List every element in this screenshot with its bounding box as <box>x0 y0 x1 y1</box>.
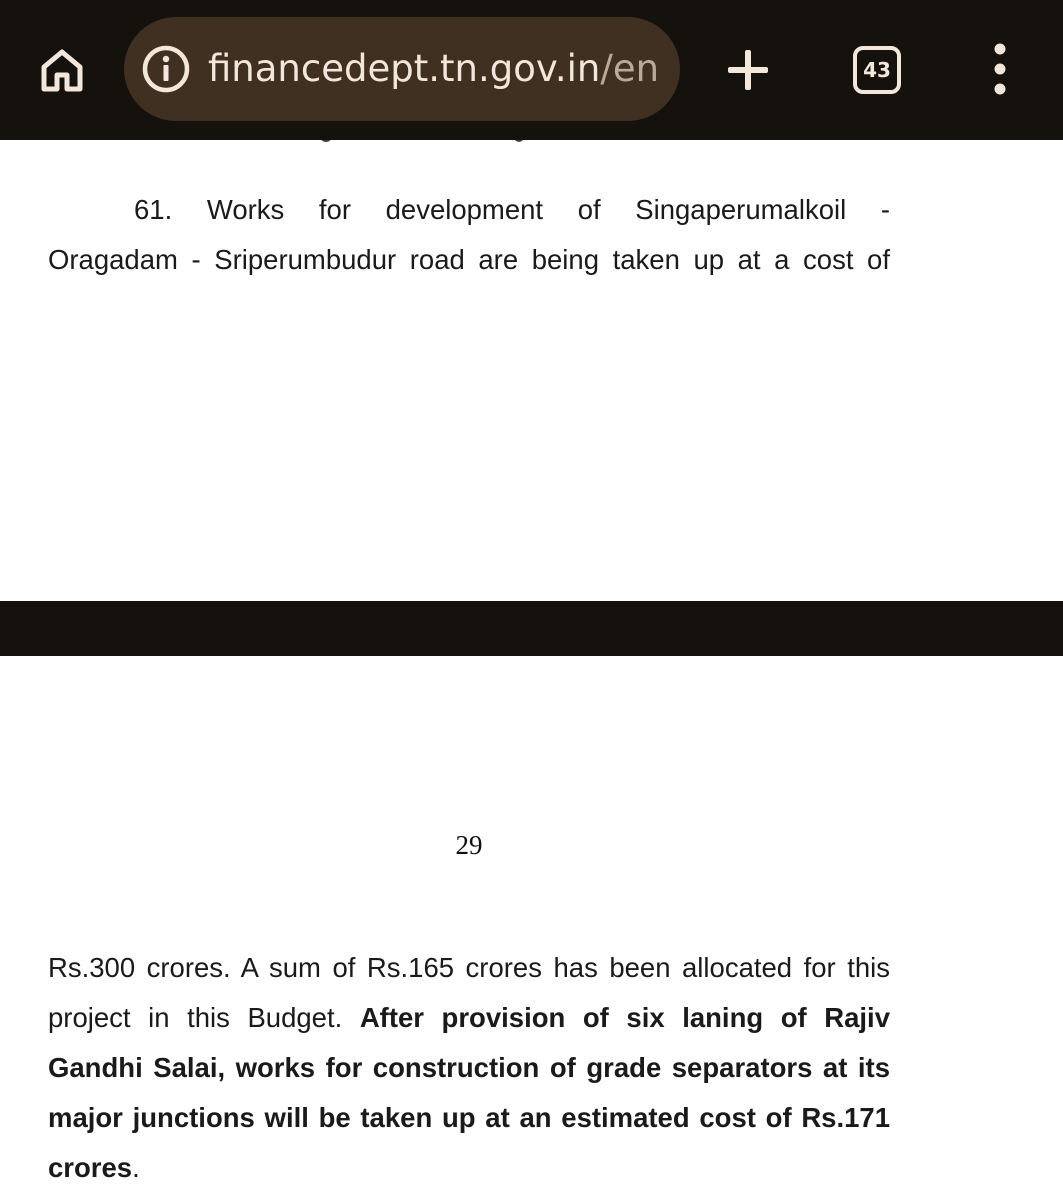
continuation-text: Rs.300 crores. A sum of Rs.165 crores has been allocated for this project in this Budget. <box>48 952 890 1033</box>
new-tab-button[interactable] <box>718 40 778 100</box>
url-text[interactable] <box>208 17 659 121</box>
browser-toolbar <box>0 0 1063 140</box>
continuation-end: . <box>132 1152 140 1183</box>
address-bar[interactable] <box>124 17 680 121</box>
url-host: financedept.tn.gov.in <box>208 47 601 90</box>
tab-count: 43 <box>863 58 891 82</box>
paragraph-continuation <box>48 943 890 1193</box>
clipped-glyph <box>320 140 332 142</box>
plus-icon <box>718 40 778 100</box>
page-number: 29 <box>455 830 483 860</box>
tab-switcher-button[interactable] <box>853 46 901 94</box>
continuation-bold-text: After provision of six laning of Rajiv Gandhi Salai, works for construction of grade separators at its major junctions will be taken up at an estimated cost of Rs.171 crores <box>48 1002 890 1183</box>
home-button[interactable] <box>30 40 94 100</box>
more-vertical-icon <box>980 40 1020 100</box>
browser-menu-button[interactable] <box>980 40 1020 100</box>
home-icon <box>37 45 87 95</box>
paragraph-61-line-1: 61. Works for development of Singaperumalkoil - <box>134 194 890 225</box>
info-icon[interactable] <box>140 43 192 95</box>
clipped-glyph <box>514 140 524 142</box>
page-separator <box>0 601 1063 656</box>
paragraph-61-line-2: Oragadam - Sriperumbudur road are being taken up at a cost of <box>48 244 890 275</box>
url-path: /en <box>600 47 660 90</box>
clipped-text-line <box>0 140 1063 148</box>
